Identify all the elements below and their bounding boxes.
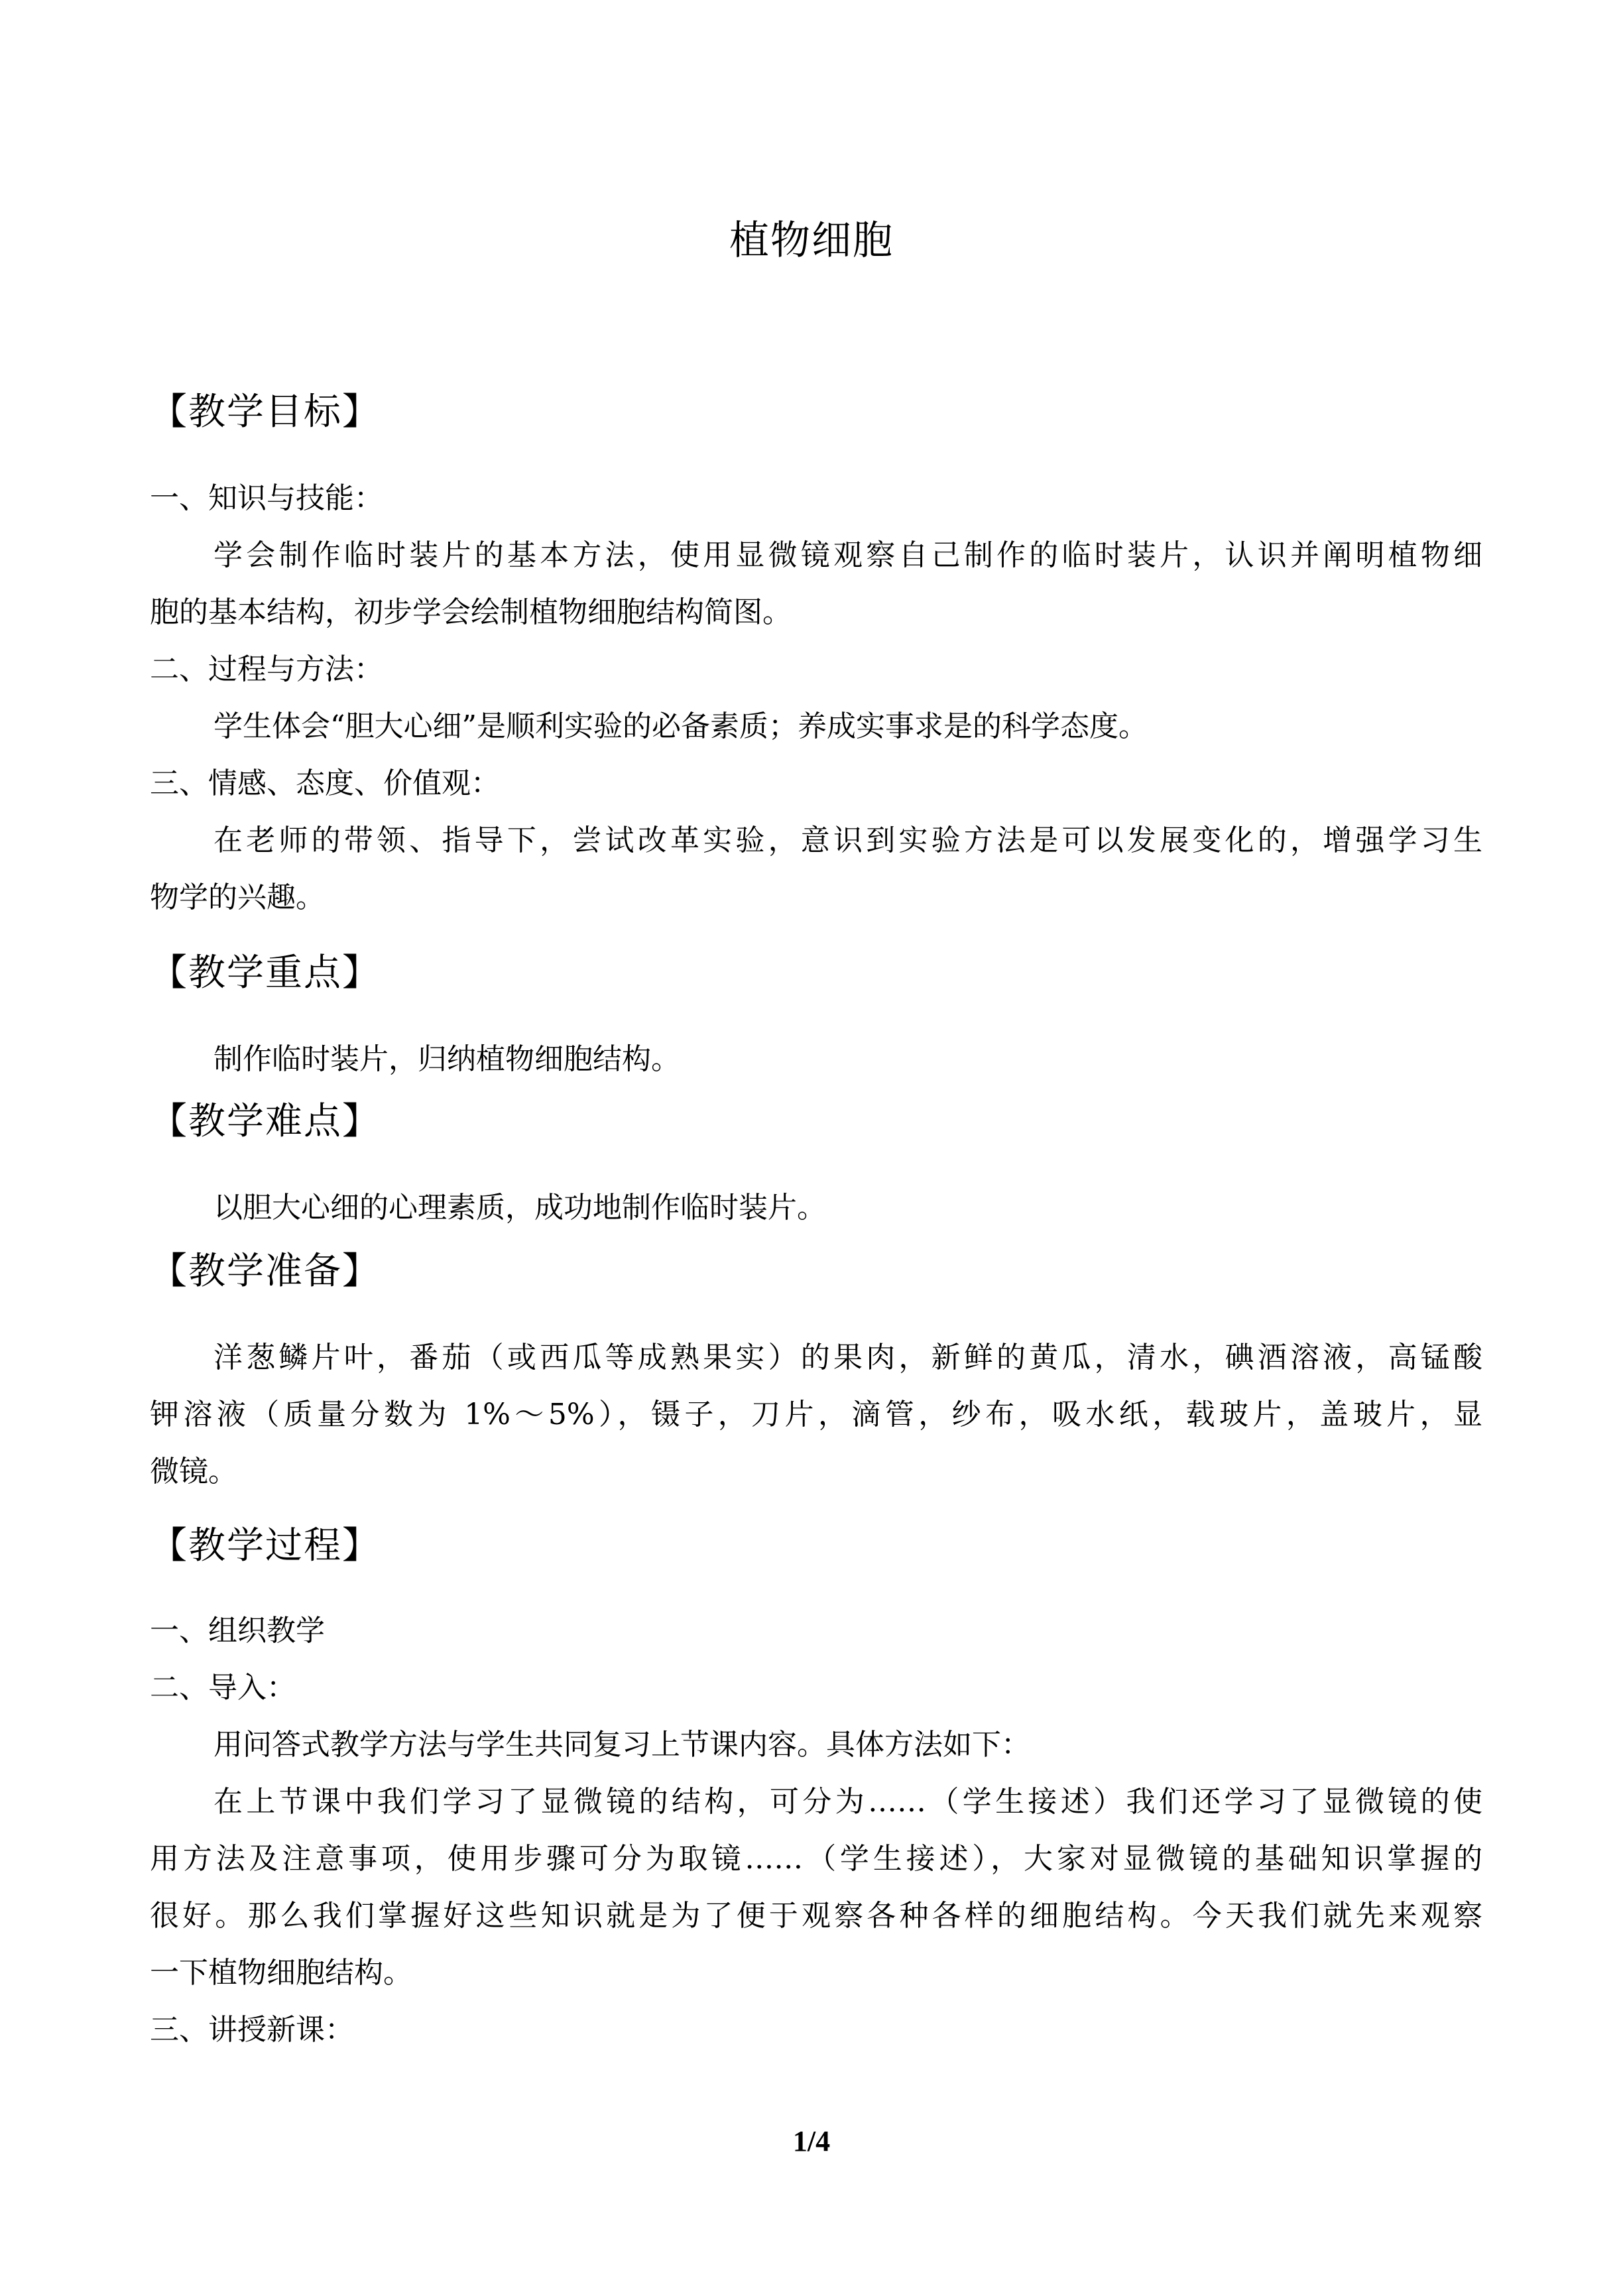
page-number: 1/4 xyxy=(792,2125,831,2157)
subheading-process-method: 二、过程与方法： xyxy=(150,652,383,686)
section-heading-preparation: 【教学准备】 xyxy=(150,1250,381,1293)
section-heading-key-points: 【教学重点】 xyxy=(150,951,381,995)
section-heading-process: 【教学过程】 xyxy=(150,1524,381,1567)
paragraph-line: 一下植物细胞结构。 xyxy=(150,1956,412,1990)
paragraph-line: 在老师的带领、指导下，尝试改革实验，意识到实验方法是可以发展变化的，增强学习生 xyxy=(213,823,1482,857)
paragraph-line: 洋葱鳞片叶，番茄（或西瓜等成熟果实）的果肉，新鲜的黄瓜，清水，碘酒溶液，高锰酸 xyxy=(213,1341,1482,1374)
document-title: 植物细胞 xyxy=(729,217,894,264)
paragraph-line: 钾溶液（质量分数为 1%～5%），镊子，刀片，滴管，纱布，吸水纸，载玻片，盖玻片，显 xyxy=(150,1398,1482,1431)
subheading-emotion-attitude: 三、情感、态度、价值观： xyxy=(150,766,500,800)
section-heading-objectives: 【教学目标】 xyxy=(150,391,381,434)
section-heading-difficulties: 【教学难点】 xyxy=(150,1100,381,1143)
paragraph-line: 制作临时装片，归纳植物细胞结构。 xyxy=(213,1042,680,1076)
subheading-introduction: 二、导入： xyxy=(150,1671,296,1705)
subheading-new-lesson: 三、讲授新课： xyxy=(150,2013,354,2047)
paragraph-line: 胞的基本结构，初步学会绘制植物细胞结构简图。 xyxy=(150,595,792,629)
paragraph-line: 微镜。 xyxy=(150,1455,237,1488)
subheading-knowledge-skills: 一、知识与技能： xyxy=(150,481,383,515)
paragraph-line: 在上节课中我们学习了显微镜的结构，可分为……（学生接述）我们还学习了显微镜的使 xyxy=(213,1785,1482,1819)
paragraph-line: 用问答式教学方法与学生共同复习上节课内容。具体方法如下： xyxy=(213,1728,1030,1762)
paragraph-line: 物学的兴趣。 xyxy=(150,880,325,914)
paragraph-line: 以胆大心细的心理素质，成功地制作临时装片。 xyxy=(213,1191,826,1225)
paragraph-line: 学生体会“胆大心细”是顺利实验的必备素质；养成实事求是的科学态度。 xyxy=(213,709,1148,743)
paragraph-line: 用方法及注意事项，使用步骤可分为取镜……（学生接述），大家对显微镜的基础知识掌握的 xyxy=(150,1842,1482,1876)
paragraph-line: 很好。那么我们掌握好这些知识就是为了便于观察各种各样的细胞结构。今天我们就先来观察 xyxy=(150,1899,1482,1933)
paragraph-line: 学会制作临时装片的基本方法，使用显微镜观察自己制作的临时装片，认识并阐明植物细 xyxy=(213,538,1482,572)
subheading-organize-teaching: 一、组织教学 xyxy=(150,1614,325,1648)
